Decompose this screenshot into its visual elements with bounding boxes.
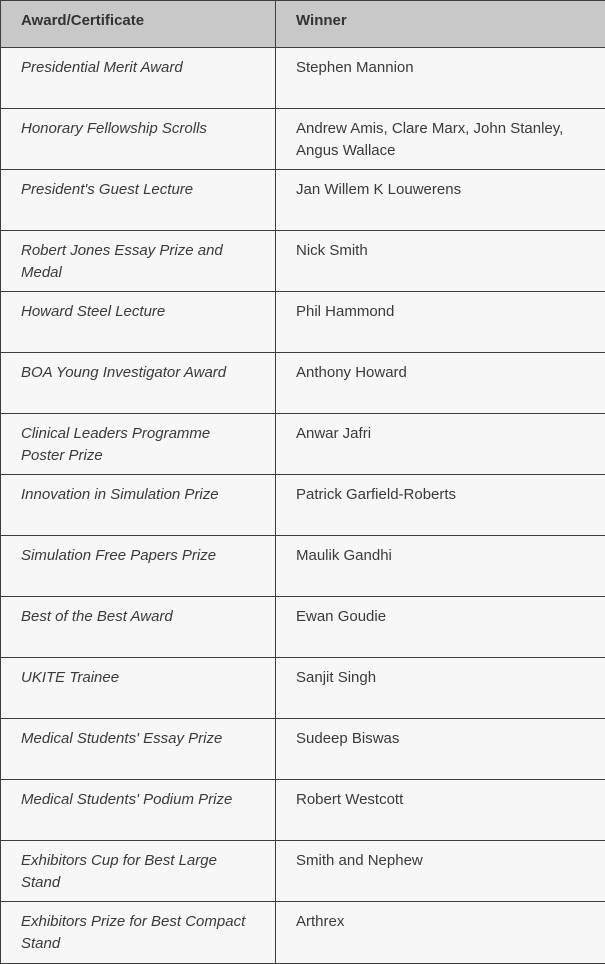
winner-cell: Stephen Mannion — [276, 48, 605, 109]
table-row — [1, 292, 605, 353]
award-cell: Honorary Fellowship Scrolls — [1, 109, 276, 170]
winner-cell: Jan Willem K Louwerens — [276, 170, 605, 231]
award-cell: Simulation Free Papers Prize — [1, 536, 276, 597]
award-cell: Robert Jones Essay Prize and Medal — [1, 231, 276, 292]
header-row — [1, 1, 605, 48]
table-row — [1, 475, 605, 536]
table-row — [1, 414, 605, 475]
column-header-winner: Winner — [276, 1, 605, 48]
table-row — [1, 170, 605, 231]
table-row — [1, 780, 605, 841]
winner-cell: Ewan Goudie — [276, 597, 605, 658]
award-cell: Exhibitors Cup for Best Large Stand — [1, 841, 276, 902]
table-row — [1, 109, 605, 170]
award-cell: Clinical Leaders Programme Poster Prize — [1, 414, 276, 475]
column-header-award: Award/Certificate — [1, 1, 276, 48]
winner-cell: Anthony Howard — [276, 353, 605, 414]
winner-cell: Andrew Amis, Clare Marx, John Stanley, Angus Wallace — [276, 109, 605, 170]
winner-cell: Maulik Gandhi — [276, 536, 605, 597]
winner-cell: Smith and Nephew — [276, 841, 605, 902]
winner-cell: Anwar Jafri — [276, 414, 605, 475]
award-cell: Best of the Best Award — [1, 597, 276, 658]
award-cell: Innovation in Simulation Prize — [1, 475, 276, 536]
winner-cell: Patrick Garfield-Roberts — [276, 475, 605, 536]
award-cell: Howard Steel Lecture — [1, 292, 276, 353]
table-row — [1, 536, 605, 597]
table-row — [1, 597, 605, 658]
winner-cell: Sanjit Singh — [276, 658, 605, 719]
award-cell: Presidential Merit Award — [1, 48, 276, 109]
table-row — [1, 719, 605, 780]
winner-cell: Nick Smith — [276, 231, 605, 292]
table-row — [1, 353, 605, 414]
award-cell: Medical Students' Podium Prize — [1, 780, 276, 841]
table-body — [1, 48, 605, 964]
table-row — [1, 231, 605, 292]
table-row — [1, 902, 605, 964]
winner-cell: Robert Westcott — [276, 780, 605, 841]
award-cell: Exhibitors Prize for Best Compact Stand — [1, 902, 276, 964]
award-cell: UKITE Trainee — [1, 658, 276, 719]
award-cell: Medical Students' Essay Prize — [1, 719, 276, 780]
table-row — [1, 48, 605, 109]
table-row — [1, 658, 605, 719]
winner-cell: Arthrex — [276, 902, 605, 964]
award-cell: BOA Young Investigator Award — [1, 353, 276, 414]
table-header — [1, 1, 605, 48]
winner-cell: Phil Hammond — [276, 292, 605, 353]
award-cell: President's Guest Lecture — [1, 170, 276, 231]
table-row — [1, 841, 605, 902]
winner-cell: Sudeep Biswas — [276, 719, 605, 780]
